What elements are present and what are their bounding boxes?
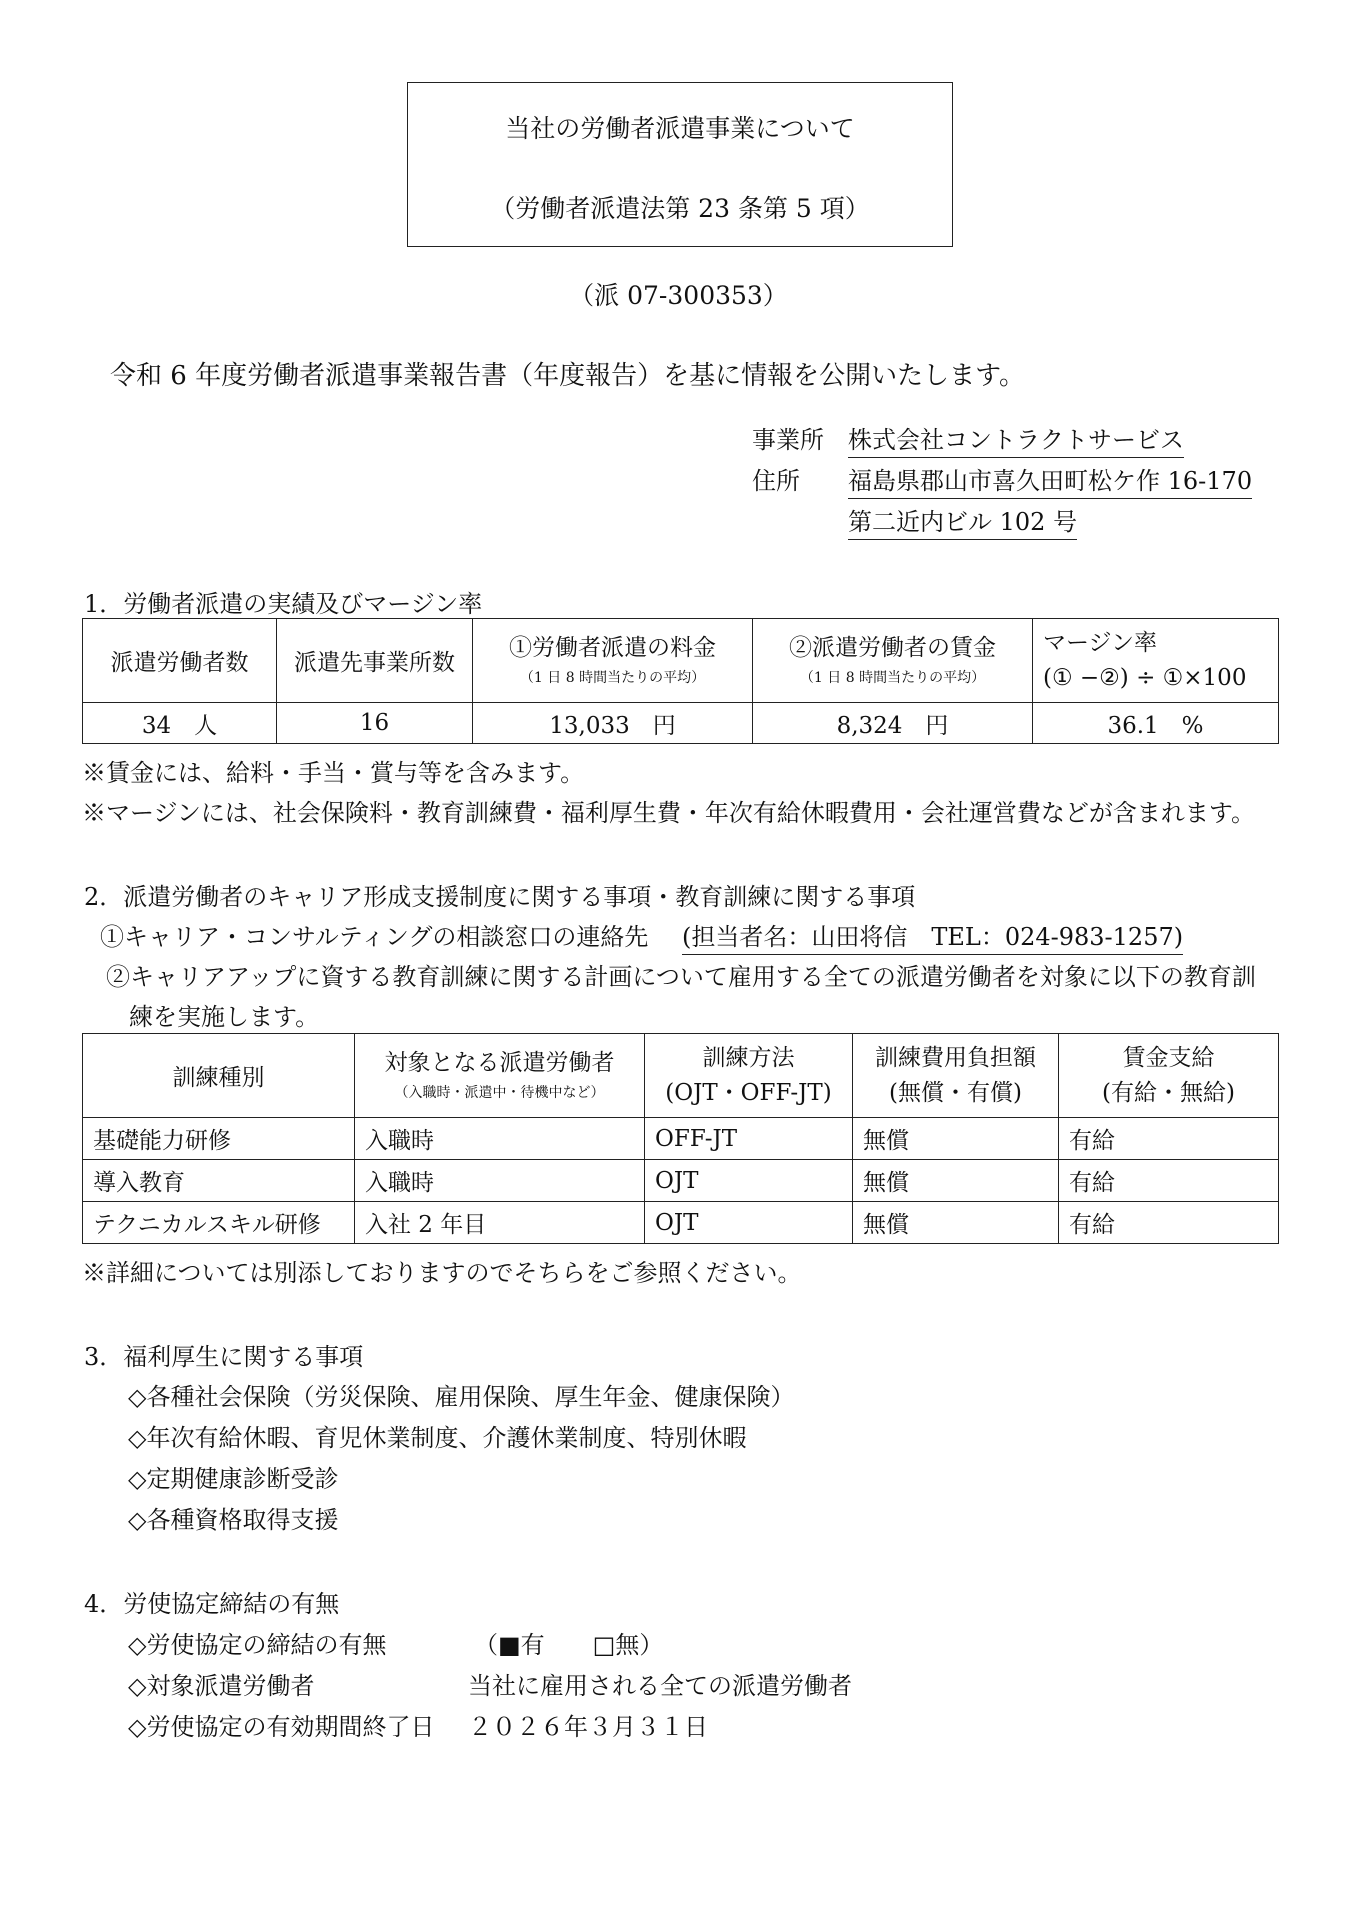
training-pay: 有給: [1059, 1118, 1279, 1160]
agreement-end-date: ２０２６年３月３１日: [468, 1713, 708, 1741]
header-training-type: 訓練種別: [83, 1034, 355, 1118]
permit-number: （派 07-300353）: [569, 281, 788, 310]
welfare-item: ◇年次有給休暇、育児休業制度、介護休業制度、特別休暇: [128, 1424, 747, 1452]
header-margin-formula: (① −②) ÷ ①×100: [1043, 664, 1247, 691]
header-pay-label: 賃金支給: [1122, 1045, 1215, 1072]
header-method-note: (OJT・OFF-JT): [665, 1079, 832, 1106]
training-type: テクニカルスキル研修: [83, 1202, 355, 1244]
training-method: OJT: [645, 1202, 853, 1244]
document-title-box: [407, 82, 953, 247]
header-method: [645, 1034, 853, 1118]
value-sites: 16: [277, 703, 473, 744]
value-margin: 36.1 %: [1033, 703, 1279, 744]
training-plan-line2: 練を実施します。: [129, 1003, 320, 1031]
training-plan-line1: ②キャリアアップに資する教育訓練に関する計画について雇用する全ての派遣労働者を対象に以下の教育訓: [106, 963, 1256, 991]
header-method-label: 訓練方法: [702, 1045, 795, 1072]
intro-text: 令和 6 年度労働者派遣事業報告書（年度報告）を基に情報を公開いたします。: [110, 361, 1025, 391]
header-workers: 派遣労働者数: [83, 619, 277, 703]
training-method: OJT: [645, 1160, 853, 1202]
header-margin: [1033, 619, 1279, 703]
header-pay-note: (有給・無給): [1102, 1079, 1235, 1106]
table-row: [83, 1202, 1279, 1244]
agreement-target-label: ◇対象派遣労働者: [128, 1672, 315, 1700]
training-table: [82, 1033, 1279, 1244]
section1-note-margin: ※マージンには、社会保険料・教育訓練費・福利厚生費・年次有給休暇費用・会社運営費などが含まれます。: [82, 799, 1255, 827]
header-cost: [853, 1034, 1059, 1118]
agreement-end-label: ◇労使協定の有効期間終了日: [128, 1713, 435, 1741]
section1-heading: 1．労働者派遣の実績及びマージン率: [84, 590, 483, 618]
agreement-status-value: （■有 □無）: [474, 1631, 664, 1659]
header-wage: [753, 619, 1033, 703]
header-fee: [473, 619, 753, 703]
document-subtitle: （労働者派遣法第 23 条第 5 項）: [490, 194, 870, 223]
training-target: 入職時: [355, 1118, 645, 1160]
welfare-item: ◇各種社会保険（労災保険、雇用保険、厚生年金、健康保険）: [128, 1383, 795, 1411]
header-sites: 派遣先事業所数: [277, 619, 473, 703]
section4-heading: 4．労使協定締結の有無: [84, 1590, 340, 1618]
training-cost: 無償: [853, 1202, 1059, 1244]
training-target: 入社 2 年目: [355, 1202, 645, 1244]
section3-heading: 3．福利厚生に関する事項: [84, 1343, 364, 1371]
welfare-item: ◇定期健康診断受診: [128, 1465, 339, 1493]
header-target-label: 対象となる派遣労働者: [384, 1050, 615, 1077]
training-pay: 有給: [1059, 1202, 1279, 1244]
header-wage-label: ②派遣労働者の賃金: [789, 635, 996, 662]
agreement-target-value: 当社に雇用される全ての派遣労働者: [468, 1672, 852, 1700]
training-cost: 無償: [853, 1118, 1059, 1160]
header-wage-note: （1 日 8 時間当たりの平均）: [799, 669, 986, 686]
header-margin-label: マージン率: [1043, 630, 1157, 657]
office-name: 株式会社コントラクトサービス: [848, 420, 1184, 458]
value-workers: 34 人: [83, 703, 277, 744]
header-target: [355, 1034, 645, 1118]
address-line2: 第二近内ビル 102 号: [848, 502, 1077, 540]
welfare-item: ◇各種資格取得支援: [128, 1506, 339, 1534]
training-pay: 有給: [1059, 1160, 1279, 1202]
header-cost-note: (無償・有償): [889, 1079, 1022, 1106]
dispatch-results-table: [82, 618, 1279, 744]
training-type: 導入教育: [83, 1160, 355, 1202]
table-row: [83, 1160, 1279, 1202]
header-fee-note: （1 日 8 時間当たりの平均）: [519, 669, 706, 686]
value-fee: 13,033 円: [473, 703, 753, 744]
career-consulting-contact: (担当者名：山田将信 TEL：024-983-1257): [682, 917, 1183, 955]
address-label: 住所: [752, 467, 800, 495]
career-consulting-item: ①キャリア・コンサルティングの相談窓口の連絡先: [100, 923, 649, 951]
office-label: 事業所: [752, 426, 824, 454]
training-method: OFF-JT: [645, 1118, 853, 1160]
section2-heading: 2．派遣労働者のキャリア形成支援制度に関する事項・教育訓練に関する事項: [84, 883, 916, 911]
training-type: 基礎能力研修: [83, 1118, 355, 1160]
training-cost: 無償: [853, 1160, 1059, 1202]
section1-note-wage: ※賃金には、給料・手当・賞与等を含みます。: [82, 759, 585, 787]
header-pay: [1059, 1034, 1279, 1118]
training-target: 入職時: [355, 1160, 645, 1202]
header-fee-label: ①労働者派遣の料金: [509, 635, 716, 662]
table-row: [83, 1118, 1279, 1160]
value-wage: 8,324 円: [753, 703, 1033, 744]
document-title: 当社の労働者派遣事業について: [505, 114, 855, 143]
agreement-status-label: ◇労使協定の締結の有無: [128, 1631, 387, 1659]
address-line1: 福島県郡山市喜久田町松ケ作 16-170: [848, 461, 1252, 499]
section2-note: ※詳細については別添しておりますのでそちらをご参照ください。: [82, 1259, 802, 1287]
header-cost-label: 訓練費用負担額: [875, 1045, 1036, 1072]
header-target-note: （入職時・派遣中・待機中など）: [394, 1084, 605, 1101]
